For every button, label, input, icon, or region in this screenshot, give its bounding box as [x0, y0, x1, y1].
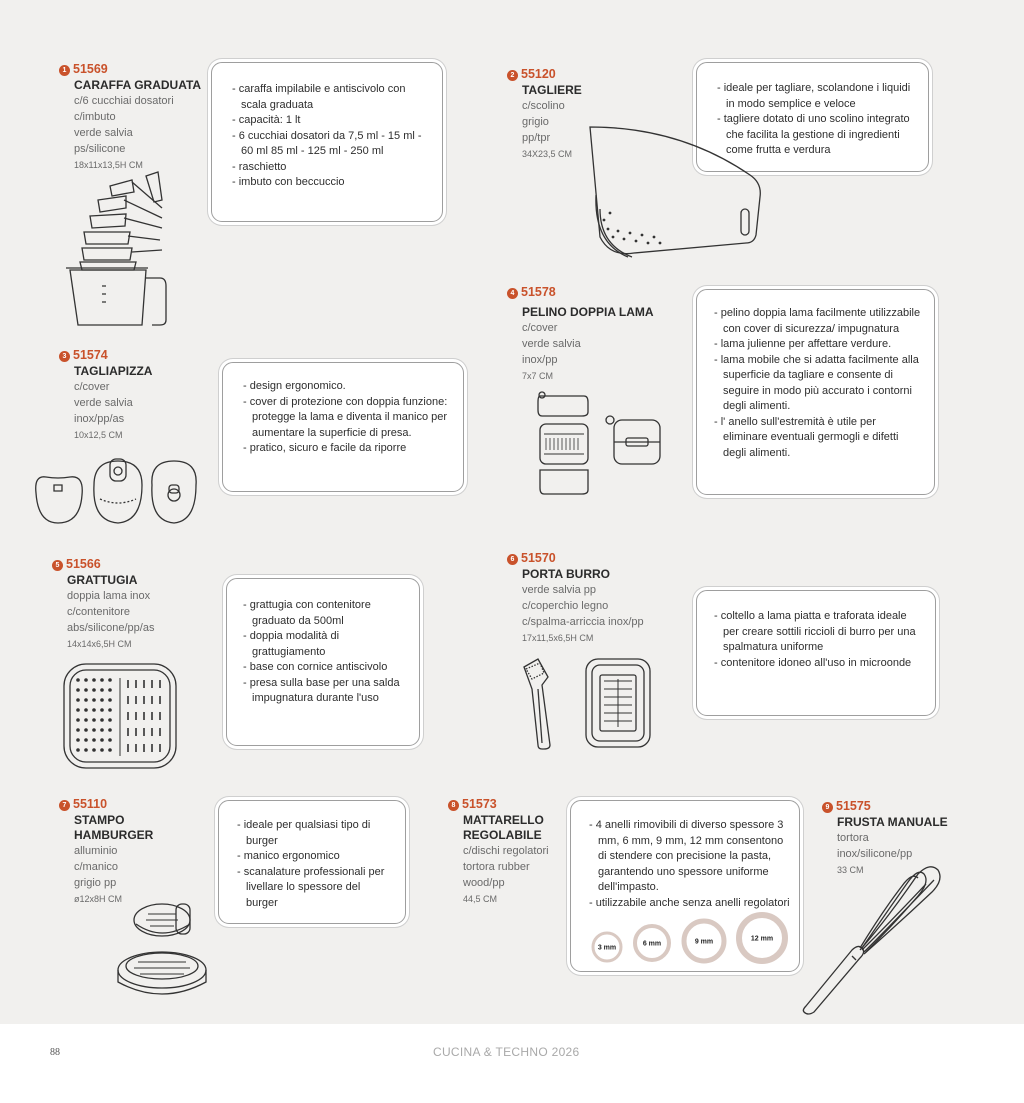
feature-item: - capacità: 1 lt — [232, 113, 428, 129]
feature-item: - pratico, sicuro e facile da riporre — [243, 441, 451, 457]
feature-box-51569 — [211, 62, 443, 222]
measuring-jug-illustration — [62, 170, 182, 332]
product-spec: doppia lama inox — [67, 590, 151, 602]
product-55120 — [507, 65, 582, 162]
feature-item: - 6 cucchiai dosatori da 7,5 ml - 15 ml - 60 ml 85 ml - 125 ml - 250 ml — [232, 129, 428, 160]
product-dimensions: 18x11x13,5H CM — [74, 160, 143, 170]
product-spec: abs/silicone/pp/as — [67, 622, 155, 634]
product-dimensions: 44,5 CM — [463, 894, 498, 904]
feature-item: - scanalature professionali per livellare lo spessore del burger — [237, 865, 395, 912]
product-code: 51574 — [73, 348, 108, 362]
feature-item: - cover di protezione con doppia funzione: protegge la lama e diventa il manico per aumentare la superficie di presa. — [243, 395, 451, 442]
ring-label: 9 mm — [694, 938, 714, 946]
ring-label: 6 mm — [642, 940, 662, 948]
product-badge: 7 — [59, 800, 70, 811]
product-badge: 1 — [59, 65, 70, 76]
product-dimensions: 7x7 CM — [522, 371, 554, 381]
product-spec: verde salvia — [522, 338, 581, 350]
product-code: 51566 — [66, 557, 101, 571]
feature-item: - design ergonomico. — [243, 379, 451, 395]
feature-item: - 4 anelli rimovibili di diverso spessore 3 mm, 6 mm, 9 mm, 12 mm consentono di stendere con precisione la pasta, garantendo uno spessore uniforme dell'impasto. — [589, 818, 791, 896]
feature-item: - ideale per tagliare, scolandone i liquidi in modo semplice e veloce — [717, 81, 914, 112]
burger-press-illustration — [112, 898, 216, 1000]
butter-dish-illustration — [518, 655, 658, 751]
product-name: TAGLIERE — [522, 83, 582, 97]
product-spec: c/coperchio legno — [522, 600, 609, 612]
feature-item: - contenitore idoneo all'uso in microonde — [714, 656, 923, 672]
product-badge: 6 — [507, 554, 518, 565]
ring-label: 12 mm — [750, 935, 774, 943]
product-code: 55110 — [73, 797, 108, 811]
product-dimensions: 33 CM — [837, 865, 864, 875]
product-spec: alluminio — [74, 845, 118, 857]
product-51566 — [52, 555, 154, 652]
product-55110 — [59, 795, 164, 907]
product-spec: ps/silicone — [74, 143, 126, 155]
product-spec: inox/silicone/pp — [837, 848, 913, 860]
feature-item: - lama mobile che si adatta facilmente alla superficie da tagliare e consente di seguire in modo più accurato i contorni degli alimenti. — [714, 353, 922, 415]
feature-item: - l' anello sull'estremità è utile per eliminare eventuali germogli e difetti degli alimenti. — [714, 415, 922, 462]
product-spec: pp/tpr — [522, 132, 551, 144]
feature-item: - raschietto — [232, 160, 428, 176]
product-spec: inox/pp/as — [74, 413, 125, 425]
feature-item: - pelino doppia lama facilmente utilizzabile con cover di sicurezza/ impugnatura — [714, 306, 922, 337]
product-spec: c/dischi regolatori — [463, 845, 549, 857]
product-badge: 2 — [507, 70, 518, 81]
product-code: 51569 — [73, 62, 108, 76]
product-dimensions: 17x11,5x6,5H CM — [522, 633, 594, 643]
product-name: FRUSTA MANUALE — [837, 815, 948, 829]
catalog-title: CUCINA & TECHNO 2026 — [433, 1045, 580, 1059]
product-code: 51575 — [836, 799, 871, 813]
feature-item: - doppia modalità di grattugiamento — [243, 629, 409, 660]
product-code: 51570 — [521, 551, 556, 565]
pizza-cutter-illustration — [30, 455, 210, 530]
product-name: GRATTUGIA — [67, 573, 138, 587]
feature-item: - lama julienne per affettare verdure. — [714, 337, 922, 353]
peeler-illustration — [530, 390, 670, 500]
product-code: 51578 — [521, 285, 556, 299]
product-spec: c/6 cucchiai dosatori — [74, 95, 174, 107]
feature-item: - caraffa impilabile e antiscivolo con scala graduata — [232, 82, 428, 113]
product-spec: c/imbuto — [74, 111, 116, 123]
adjustable-rings-illustration — [590, 910, 790, 966]
product-51570 — [507, 549, 644, 646]
feature-item: - manico ergonomico — [237, 849, 395, 865]
product-badge: 5 — [52, 560, 63, 571]
feature-item: - utilizzabile anche senza anelli regolatori — [589, 896, 791, 912]
product-name: PORTA BURRO — [522, 567, 610, 581]
product-spec: c/spalma-arriccia inox/pp — [522, 616, 644, 628]
product-name: MATTARELLO REGOLABILE — [463, 813, 544, 842]
page-number: 88 — [50, 1047, 60, 1058]
product-name: TAGLIAPIZZA — [74, 364, 153, 378]
feature-item: - ideale per qualsiasi tipo di burger — [237, 818, 395, 849]
feature-item: - coltello a lama piatta e traforata ideale per creare sottili riccioli di burro per una spalmatura uniforme — [714, 609, 923, 656]
feature-box-51578 — [696, 289, 935, 495]
product-badge: 9 — [822, 802, 833, 813]
product-spec: c/contenitore — [67, 606, 130, 618]
product-51578 — [507, 283, 654, 384]
product-spec: verde salvia pp — [522, 584, 596, 596]
product-name: STAMPO HAMBURGER — [74, 813, 154, 842]
product-code: 55120 — [521, 67, 556, 81]
product-dimensions: ø12x8H CM — [74, 894, 123, 904]
product-51569 — [59, 60, 201, 173]
whisk-illustration — [798, 858, 948, 1018]
feature-box-51574 — [222, 362, 464, 492]
feature-box-55110 — [218, 800, 406, 924]
product-spec: grigio — [522, 116, 549, 128]
page-footer — [0, 1024, 1024, 1103]
feature-box-51570 — [696, 590, 936, 716]
product-dimensions: 34X23,5 CM — [522, 149, 573, 159]
product-spec: c/manico — [74, 861, 119, 873]
product-spec: grigio pp — [74, 877, 117, 889]
product-name: CARAFFA GRADUATA — [74, 78, 202, 92]
product-code: 51573 — [462, 797, 497, 811]
product-51574 — [59, 346, 152, 443]
product-spec: inox/pp — [522, 354, 558, 366]
product-spec: tortora rubber — [463, 861, 530, 873]
product-51573 — [448, 795, 553, 907]
cutting-board-illustration — [580, 125, 770, 265]
feature-item: - presa sulla base per una salda impugnatura durante l'uso — [243, 676, 409, 707]
product-name: PELINO DOPPIA LAMA — [522, 305, 654, 319]
ring-label: 3 mm — [597, 944, 617, 952]
product-spec: tortora — [837, 832, 869, 844]
feature-item: - tagliere dotato di uno scolino integrato che facilita la gestione di ingredienti come frutta e verdura — [717, 112, 914, 159]
feature-item: - grattugia con contenitore graduato da 500ml — [243, 598, 409, 629]
product-spec: c/scolino — [522, 100, 565, 112]
product-dimensions: 14x14x6,5H CM — [67, 639, 132, 649]
feature-box-51566 — [226, 578, 420, 746]
product-badge: 3 — [59, 351, 70, 362]
product-spec: verde salvia — [74, 127, 133, 139]
feature-item: - imbuto con beccuccio — [232, 175, 428, 191]
grater-illustration — [62, 660, 180, 770]
product-badge: 8 — [448, 800, 459, 811]
product-spec: wood/pp — [463, 877, 505, 889]
product-badge: 4 — [507, 288, 518, 299]
product-spec: c/cover — [522, 322, 558, 334]
product-spec: verde salvia — [74, 397, 133, 409]
feature-item: - base con cornice antiscivolo — [243, 660, 409, 676]
product-dimensions: 10x12,5 CM — [74, 430, 123, 440]
product-spec: c/cover — [74, 381, 110, 393]
